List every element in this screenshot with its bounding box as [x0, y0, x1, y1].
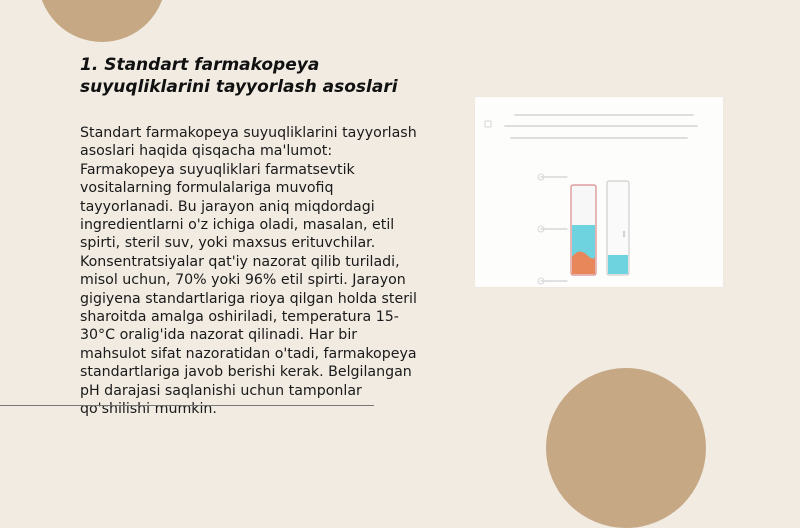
slide-body-text: Standart farmakopeya suyuqliklarini tayyorlash asoslari haqida qisqacha ma'lumot: Farmakopeya suyuqliklari farmatsevtik vositalarning formulalariga muvofiq tayyorlanadi. Bu jarayon aniq miqdordagi ingredientlarni o'z ichiga oladi, masalan, etil spirti, steril suv, yoki maxsus erituvchilar. Konsentratsiyalar qat'iy nazorat qilib turiladi, misol uchun, 70% yoki 96% etil spirti. Jarayon gigiyena standartlariga rioya qilgan holda steril sharoitda amalga oshiriladi, temperatura 15-30°C oralig'ida nazorat qilinadi. Har bir mahsulot sifat nazoratidan o'tadi, farmakopeya standartlariga javob berishi kerak. Belgilangan pH darajasi saqlanishi uchun tamponlar qo'shilishi mumkin. [80, 125, 417, 418]
decorative-circle-top [38, 0, 166, 42]
test-tube-svg [475, 97, 723, 287]
divider-line [0, 405, 374, 406]
scale-marks [541, 177, 567, 281]
figure-caption-lines [505, 115, 697, 138]
slide-title: 1. Standart farmakopeya suyuqliklarini tayyorlash asoslari [80, 55, 398, 97]
figure-checkbox-icon [485, 121, 491, 127]
test-tube-right [607, 181, 629, 275]
test-tube-left [571, 185, 596, 275]
decorative-circle-bottom [546, 368, 706, 528]
test-tube-illustration [475, 97, 723, 287]
